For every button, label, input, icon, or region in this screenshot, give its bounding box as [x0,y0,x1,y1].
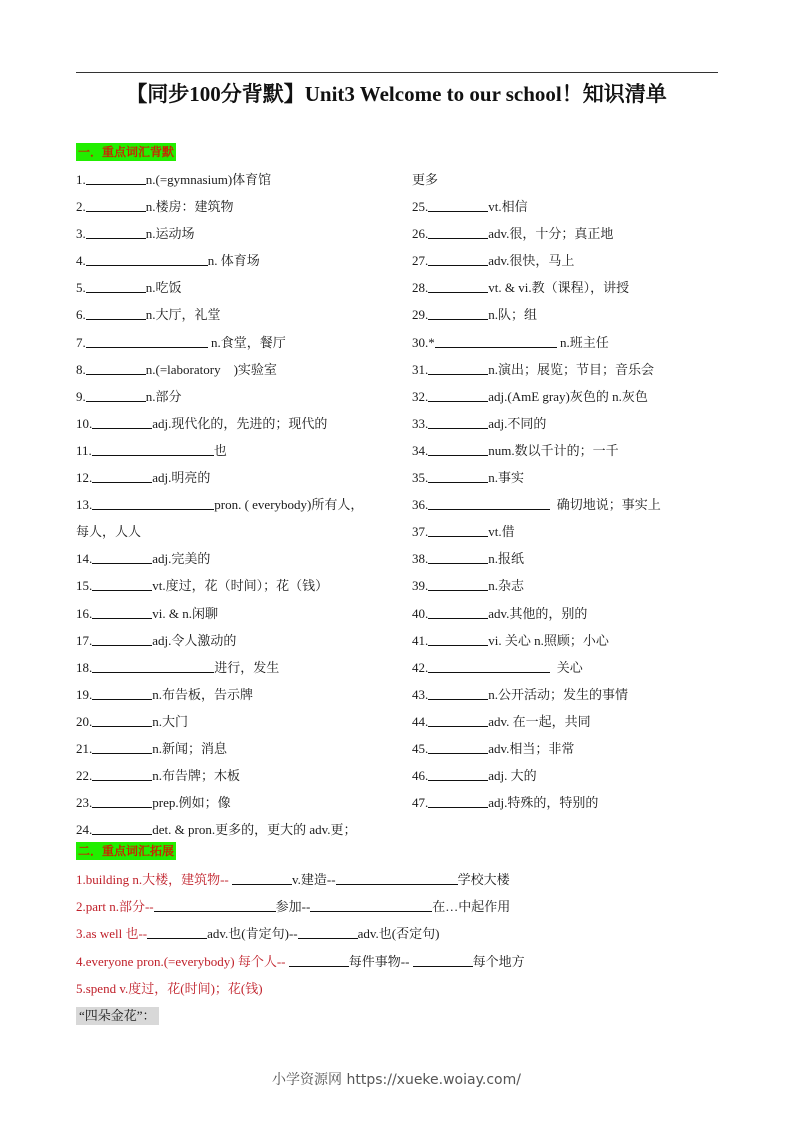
vocab-item [76,681,396,708]
item-number: 16. [76,605,93,621]
item-definition: n.布告牌；木板 [152,768,241,784]
item-definition: adj.明亮的 [152,470,211,486]
fill-in-blank[interactable] [428,548,488,564]
item-number: 13. [76,497,93,513]
vocab-item [76,410,396,437]
fill-in-blank[interactable] [86,304,146,320]
item-number: 9. [76,388,86,404]
item-number: 17. [76,632,93,648]
fill-in-blank[interactable] [92,467,152,483]
fill-in-blank[interactable] [92,684,152,700]
fill-in-blank[interactable] [92,440,214,456]
extension-keyword: 4.everyone pron.(=everybody) 每个人-- [76,953,289,969]
item-definition: vt.借 [488,524,515,540]
vocab-item [76,247,396,274]
fill-in-blank[interactable] [428,521,488,537]
fill-in-blank[interactable] [86,359,146,375]
vocab-item [76,383,396,410]
extension-keyword: 3.as well 也-- [76,926,148,942]
item-definition: adv.很快，马上 [488,253,575,269]
vocab-item [412,193,722,220]
fill-in-blank[interactable] [86,223,146,239]
fill-in-blank[interactable] [92,603,152,619]
item-definition: 每人，人人 [76,524,142,540]
fill-in-blank[interactable] [428,223,488,239]
page-title: 【同步100分背默】Unit3 Welcome to our school！知识清单 [126,82,667,106]
fill-in-blank[interactable] [92,548,152,564]
vocab-item [412,383,722,410]
item-definition: adv. 在一起，共同 [488,713,591,729]
item-number: 28. [412,280,429,296]
item-definition: pron. ( everybody)所有人， [214,497,364,513]
item-number: 5. [76,280,86,296]
item-definition: n.部分 [145,388,182,404]
fill-in-blank[interactable] [92,575,152,591]
fill-in-blank[interactable] [86,277,146,293]
item-number: 27. [412,253,429,269]
four-flowers-label: “四朵金花”： [76,1007,159,1025]
item-definition: n.(=gymnasium)体育馆 [145,172,272,187]
item-number: 41. [412,632,429,648]
item-number: 15. [76,578,93,594]
vocab-item [76,600,396,627]
fill-in-blank[interactable] [154,896,276,912]
item-number: 40. [412,605,429,621]
item-definition: n.新闻；消息 [152,740,228,756]
item-definition: n.演出；展览；节目；音乐会 [488,361,655,377]
extension-keyword: 1.building n.大楼，建筑物-- [76,872,232,887]
item-definition: n. 体育场 [207,253,260,269]
vocab-item [412,681,722,708]
extension-text: adv.也(否定句) [357,926,440,942]
vocab-item [412,735,722,762]
item-number: 19. [76,686,93,702]
fill-in-blank[interactable] [92,792,152,808]
vocab-item [412,600,722,627]
item-definition: 更多 [412,172,439,187]
vocab-item [412,166,722,193]
fill-in-blank[interactable] [92,765,152,781]
item-definition: adv.很，十分；真正地 [488,226,614,242]
vocab-item [76,708,396,735]
fill-in-blank[interactable] [86,196,146,212]
extension-text: adv.也(肯定句)-- [207,926,298,942]
vocab-item [76,464,396,491]
footer-watermark: 小学资源网 https://xueke.woiay.com/ [272,1072,521,1088]
extension-item [76,975,726,1002]
item-number: 21. [76,740,93,756]
item-number: 22. [76,768,93,784]
item-number: 14. [76,551,93,567]
item-definition: 确切地说；事实上 [550,497,661,513]
item-definition: adv.相当；非常 [488,740,575,756]
vocab-item [76,654,396,681]
vocab-item [412,437,722,464]
item-number: 30.* [412,334,435,350]
item-number: 37. [412,524,429,540]
item-definition: vt.度过，花（时间）；花（钱） [152,578,329,594]
fill-in-blank[interactable] [428,304,488,320]
item-definition: 进行，发生 [214,659,280,675]
fill-in-blank[interactable] [289,951,349,967]
fill-in-blank[interactable] [86,250,208,266]
item-definition: adj.现代化的，先进的；现代的 [152,415,328,431]
vocab-item [412,356,722,383]
vocab-item [412,329,722,356]
item-number: 24. [76,822,93,838]
vocab-item [76,545,396,572]
extension-text: 学校大楼 [457,872,510,887]
fill-in-blank[interactable] [92,711,152,727]
item-definition: adj.令人激动的 [152,632,237,648]
vocab-item [412,247,722,274]
item-number: 43. [412,686,429,702]
item-number: 4. [76,253,86,269]
item-number: 45. [412,740,429,756]
extension-text: 每件事物-- [348,953,413,969]
item-number: 34. [412,442,429,458]
fill-in-blank[interactable] [428,657,550,673]
fill-in-blank[interactable] [147,923,207,939]
item-number: 8. [76,361,86,377]
top-rule [76,72,718,73]
fill-in-blank[interactable] [428,467,488,483]
item-definition: 关心 [550,659,583,675]
vocab-item [412,545,722,572]
item-number: 39. [412,578,429,594]
vocab-item [76,329,396,356]
vocab-item [76,572,396,599]
vocab-item [76,356,396,383]
fill-in-blank[interactable] [92,413,152,429]
item-number: 3. [76,226,86,242]
item-number: 25. [412,199,429,215]
item-definition: n.大门 [152,713,189,729]
item-number: 18. [76,659,93,675]
vocab-item [76,220,396,247]
item-definition: adj.不同的 [488,415,547,431]
extension-keyword: 2.part n.部分-- [76,899,154,915]
item-number: 35. [412,470,429,486]
extension-text: 每个地方 [472,953,525,969]
item-definition: n.班主任 [556,334,609,350]
extension-keyword: 5.spend v.度过，花(时间)；花(钱) [76,980,263,996]
fill-in-blank[interactable] [310,896,432,912]
extension-item [76,948,726,975]
fill-in-blank[interactable] [413,951,473,967]
vocab-item [412,410,722,437]
item-definition: n.公开活动；发生的事情 [488,686,629,702]
fill-in-blank[interactable] [428,684,488,700]
vocabulary-extension-list [76,866,726,1029]
item-definition: n.(=laboratory )实验室 [145,361,277,377]
item-definition: n.报纸 [488,551,525,567]
extension-item [76,866,726,893]
item-number: 11. [76,442,92,458]
item-definition: vt. & vi.教（课程），讲授 [488,280,630,296]
fill-in-blank[interactable] [92,657,214,673]
item-number: 31. [412,361,429,377]
extension-text: 在…中起作用 [432,899,511,915]
item-number: 32. [412,388,429,404]
item-definition: adj. 大的 [488,768,537,784]
vocab-item [412,708,722,735]
item-number: 36. [412,497,429,513]
vocab-item [76,166,396,193]
extension-item [76,920,726,947]
fill-in-blank[interactable] [428,440,488,456]
item-number: 33. [412,415,429,431]
fill-in-blank[interactable] [428,359,488,375]
vocab-item [412,220,722,247]
fill-in-blank[interactable] [428,603,488,619]
item-number: 29. [412,307,429,323]
fill-in-blank[interactable] [336,869,458,885]
fill-in-blank[interactable] [435,332,557,348]
fill-in-blank[interactable] [428,413,488,429]
fill-in-blank[interactable] [428,765,488,781]
fill-in-blank[interactable] [232,869,292,885]
item-definition: n.杂志 [488,578,525,594]
item-definition: n.吃饭 [145,280,182,296]
vocab-item [412,572,722,599]
vocab-item [76,816,396,843]
item-definition: n.食堂，餐厅 [207,334,286,350]
item-number: 6. [76,307,86,323]
item-number: 26. [412,226,429,242]
item-number: 20. [76,713,93,729]
fill-in-blank[interactable] [428,277,488,293]
vocab-item [76,301,396,328]
vocab-item [412,301,722,328]
fill-in-blank[interactable] [428,738,488,754]
item-number: 42. [412,659,429,675]
section-heading-extension: 二．重点词汇拓展 [78,844,175,858]
vocab-item [412,627,722,654]
fill-in-blank[interactable] [86,169,146,185]
fill-in-blank[interactable] [428,386,488,402]
item-number: 47. [412,795,429,811]
item-number: 44. [412,713,429,729]
fill-in-blank[interactable] [428,711,488,727]
vocab-item [412,762,722,789]
item-number: 38. [412,551,429,567]
vocab-item [76,491,396,518]
item-number: 46. [412,768,429,784]
fill-in-blank[interactable] [92,630,152,646]
fill-in-blank[interactable] [92,738,152,754]
fill-in-blank[interactable] [428,250,488,266]
item-definition: prep.例如；像 [152,795,231,811]
vocab-item [76,627,396,654]
vocab-item [412,789,722,816]
vocabulary-right-column [412,166,722,816]
item-definition: n.布告板，告示牌 [152,686,254,702]
item-definition: vt.相信 [488,199,528,215]
fill-in-blank[interactable] [428,575,488,591]
vocab-item [76,789,396,816]
vocabulary-left-column [76,166,396,843]
item-definition: 也 [213,442,227,458]
fill-in-blank[interactable] [92,819,152,835]
item-definition: adv.其他的，别的 [488,605,588,621]
fill-in-blank[interactable] [428,792,488,808]
vocab-item [412,491,722,518]
section-heading-vocabulary: 一．重点词汇背默 [78,145,175,159]
vocab-item [76,518,396,545]
vocab-item [76,762,396,789]
item-number: 7. [76,334,86,350]
vocab-item [412,654,722,681]
vocab-item [76,274,396,301]
vocab-item [76,437,396,464]
fill-in-blank[interactable] [428,196,488,212]
vocab-item [76,193,396,220]
item-definition: n.楼房：建筑物 [145,199,234,215]
fill-in-blank[interactable] [428,494,550,510]
extension-text: 参加-- [275,899,311,915]
fill-in-blank[interactable] [428,630,488,646]
extension-item [76,893,726,920]
item-definition: det. & pron.更多的，更大的 adv.更； [152,822,357,838]
fill-in-blank[interactable] [92,494,214,510]
vocab-item [412,274,722,301]
item-number: 10. [76,415,93,431]
item-number: 2. [76,199,86,215]
item-definition: n.大厅，礼堂 [145,307,221,323]
item-definition: n.队；组 [488,307,538,323]
item-definition: adj.完美的 [152,551,211,567]
item-number: 12. [76,470,93,486]
item-definition: num.数以千计的；一千 [488,442,619,458]
item-definition: adj.(AmE gray)灰色的 n.灰色 [488,388,648,404]
extension-text: v.建造-- [292,872,336,887]
item-number: 1. [76,172,86,187]
item-definition: n.运动场 [145,226,195,242]
item-definition: vi. 关心 n.照顾；小心 [488,632,609,648]
fill-in-blank[interactable] [298,923,358,939]
item-number: 23. [76,795,93,811]
vocab-item [412,518,722,545]
item-definition: adj.特殊的，特别的 [488,795,599,811]
fill-in-blank[interactable] [86,386,146,402]
vocab-item [412,464,722,491]
fill-in-blank[interactable] [86,332,208,348]
item-definition: n.事实 [488,470,525,486]
vocab-item [76,735,396,762]
item-definition: vi. & n.闲聊 [152,605,218,621]
